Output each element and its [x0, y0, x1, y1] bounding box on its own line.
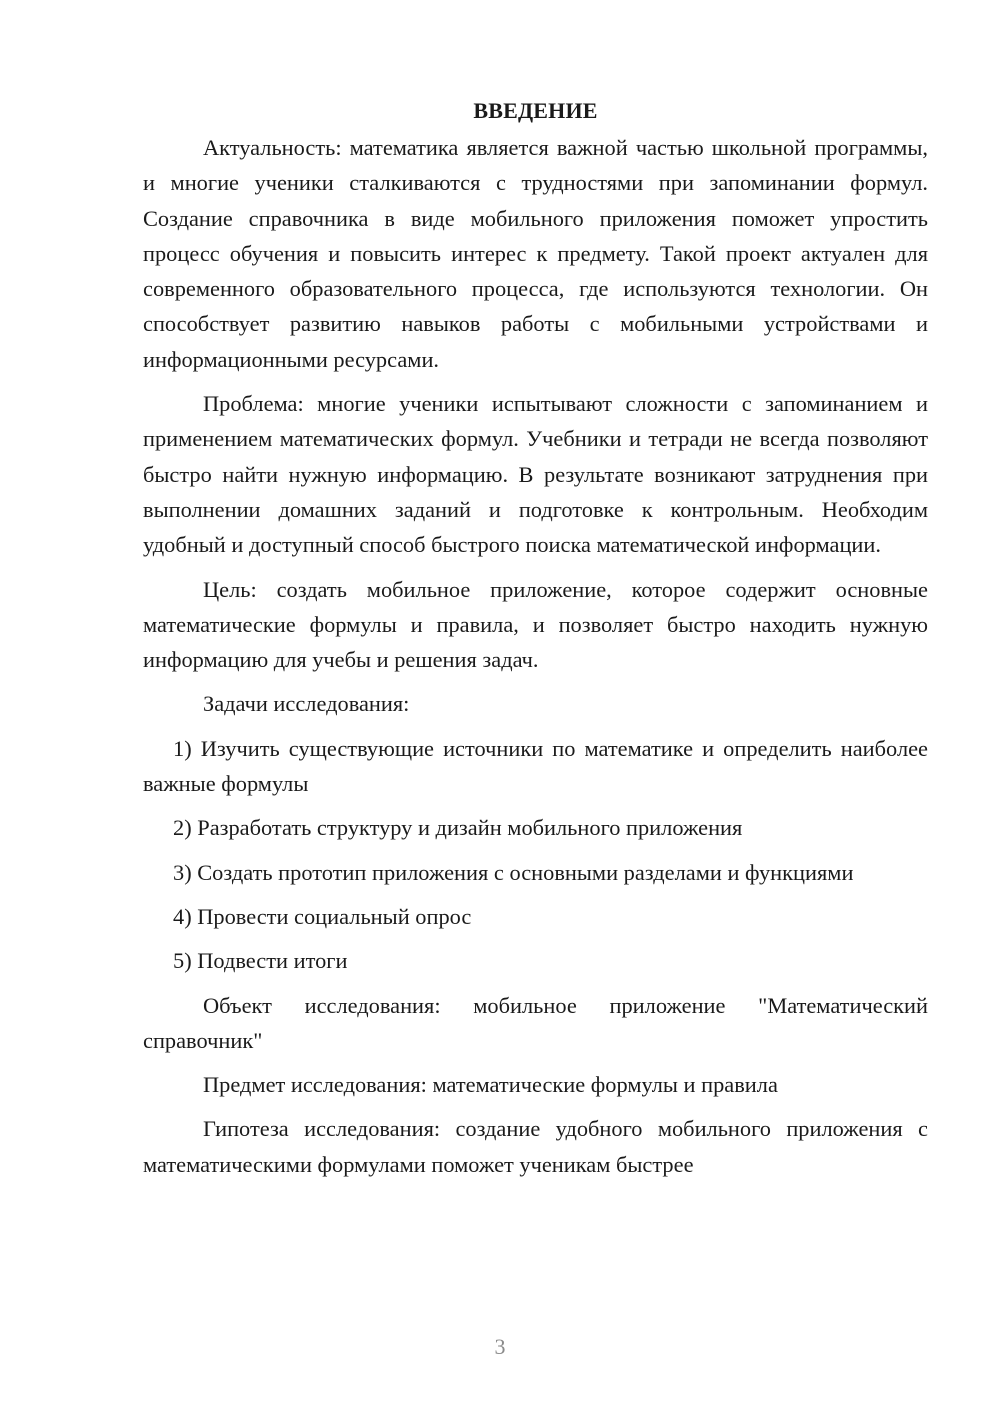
- paragraph-subject: Предмет исследования: математические формулы и правила: [203, 1072, 778, 1098]
- paragraph-goal: Цель: создать мобильное приложение, которое содержит основные математические формулы и правила, и позволяет быстро находить нужную информацию для учебы и решения задач.: [143, 576, 928, 673]
- tasks-list: [143, 731, 928, 979]
- paragraph-relevance: Актуальность: математика является важной частью школьной программы, и многие ученики сталкиваются с трудностями при запоминании формул. Создание справочника в виде мобильного приложения поможет упростить процесс обучения и повысить интерес к предмету. Такой проект актуален для современного образовательного процесса, где используются технологии. Он способствует развитию навыков работы с мобильными устройствами и информационными ресурсами.: [143, 135, 928, 372]
- document-page: [143, 96, 928, 1182]
- list-item: 1) Изучить существующие источники по математике и определить наиболее важные формулы: [143, 735, 928, 797]
- page-number: 3: [494, 1334, 506, 1359]
- tasks-heading: Задачи исследования:: [203, 691, 410, 717]
- paragraph-object: Объект исследования: мобильное приложение "Математический справочник": [143, 992, 928, 1053]
- list-item: 4) Провести социальный опрос: [173, 903, 472, 929]
- paragraph-hypothesis: Гипотеза исследования: создание удобного мобильного приложения с математическими формулами поможет ученикам быстрее: [143, 1116, 928, 1177]
- list-item: 2) Разработать структуру и дизайн мобильного приложения: [173, 815, 743, 841]
- list-item: 3) Создать прототип приложения с основными разделами и функциями: [173, 859, 854, 885]
- list-item: 5) Подвести итоги: [173, 948, 348, 974]
- paragraph-problem: Проблема: многие ученики испытывают сложности с запоминанием и применением математических формул. Учебники и тетради не всегда позволяют быстро найти нужную информацию. В результате возникают затруднения при выполнении домашних заданий и подготовке к контрольным. Необходим удобный и доступный способ быстрого поиска математической информации.: [143, 391, 928, 558]
- page-title: ВВЕДЕНИЕ: [473, 98, 598, 123]
